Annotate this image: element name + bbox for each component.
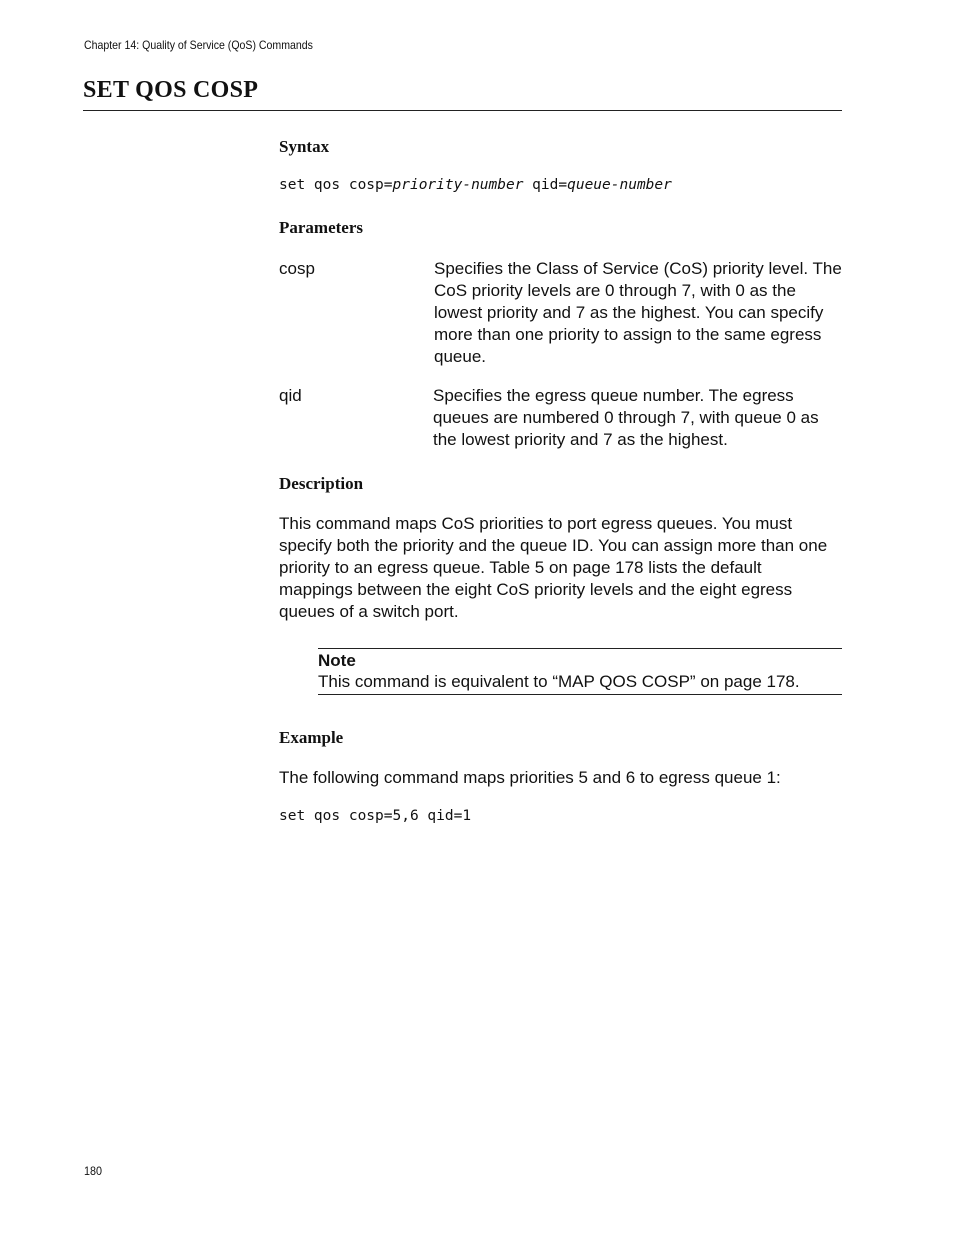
param-desc-line: Specifies the egress queue number. The egress [433,386,794,405]
description-line: mappings between the eight CoS priority levels and the eight egress [279,580,793,599]
parameters-heading: Parameters [279,218,364,237]
syntax-heading: Syntax [279,137,330,156]
param-name-cosp: cosp [279,259,315,278]
param-desc-cosp [434,258,842,368]
note-text: This command is equivalent to “MAP QOS COSP” on page 178. [318,672,800,691]
description-line: priority to an egress queue. Table 5 on page 178 lists the default [279,558,762,577]
description-heading: Description [279,474,364,493]
description-line: This command maps CoS priorities to port egress queues. You must [279,514,793,533]
note-label: Note [318,651,356,670]
syntax-command-prefix: set qos cosp= [279,177,393,193]
param-desc-line: the lowest priority and 7 as the highest. [433,430,728,449]
running-header: Chapter 14: Quality of Service (QoS) Commands [84,38,313,52]
syntax-param-priority: priority-number [392,177,524,193]
note-box [318,648,842,695]
page-number: 180 [84,1164,103,1178]
param-desc-line: queues are numbered 0 through 7, with queue 0 as [433,408,819,427]
title-divider [83,110,842,111]
description-line: specify both the priority and the queue ID. You can assign more than one [279,536,828,555]
example-text: The following command maps priorities 5 and 6 to egress queue 1: [279,768,781,787]
param-desc-qid [433,385,841,451]
syntax-param-queue: queue-number [567,177,672,193]
param-desc-line: queue. [434,347,486,366]
syntax-command-middle: qid= [523,177,568,193]
param-name-qid: qid [279,386,302,405]
page-title: SET QOS COSP [83,77,259,103]
param-desc-line: more than one priority to assign to the same egress [434,325,822,344]
param-desc-line: lowest priority and 7 as the highest. You can specify [434,303,824,322]
example-heading: Example [279,728,344,747]
description-line: queues of a switch port. [279,602,459,621]
param-desc-line: Specifies the Class of Service (CoS) priority level. The [434,259,842,278]
syntax-command [279,177,672,193]
param-desc-line: CoS priority levels are 0 through 7, with 0 as the [434,281,796,300]
description-paragraph [279,513,841,623]
example-command: set qos cosp=5,6 qid=1 [279,808,472,824]
